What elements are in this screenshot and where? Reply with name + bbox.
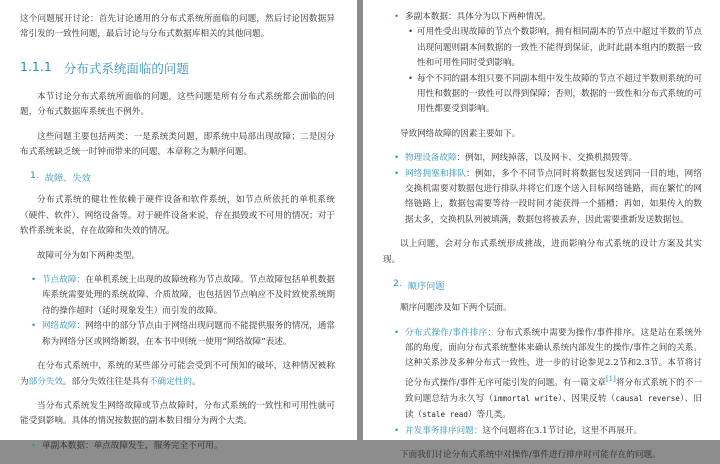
text-run: 。部分失效往往是具有 — [63, 376, 149, 387]
text-run: ）、旧读（ — [405, 393, 703, 421]
subsection-title: 顺序问题 — [407, 281, 445, 293]
subsection-number: 2. — [393, 278, 402, 290]
sub-list-item: • 每个不同的副本组只要不同副本组中发生故障的节点不超过半数则系统的可用性和数据的一致性可以得到保障；否则，数据的一致性和分布式系统的可用性都要受到影响。 — [405, 72, 702, 118]
fault-type-list — [28, 273, 335, 350]
list-item — [28, 319, 335, 350]
list-item — [28, 273, 335, 319]
list-item — [391, 10, 702, 118]
left-page — [0, 0, 357, 451]
citation-link[interactable]: [1] — [605, 374, 616, 383]
code-term: causal reverse — [615, 393, 680, 403]
text-run: 在分布式系统中，系统的某些部分可能会受到不可预知的破坏，这种情况被称为 — [20, 361, 335, 387]
term-highlight: 部分失效 — [28, 376, 63, 387]
intro-paragraph: 这个问题展开讨论：首先讨论通用的分布式系统所面临的问题，然后讨论因数据异常引发的一致性问题，最后讨论与分布式数据库相关的其他问题。 — [20, 14, 335, 40]
list-item-term: 并发事务排序问题： — [405, 425, 483, 436]
section-number: 1.1.1 — [20, 58, 52, 74]
text-run: 分布式系统中需要为操作/事件排序。这是站在系统外部的角度，面向分布式系统整体来确认系统内部发生的操作/事件之间的关系。这种关系涉及多种分布式一致性，进一步的讨论参见2.2节和2.3节。本节将讨论分布式操作/事件无序可能引发的问题。有一篇文章 — [405, 327, 702, 388]
paragraph: 分布式系统的健壮性依赖于硬件设备和软件系统，如节点所依托的单机系统（硬件、软件）、网络设备等。对于硬件设备来说，存在损毁或不可用的情况；对于软件系统来说，存在故障和失效的情况。 — [20, 195, 335, 237]
list-item-term: 节点故障： — [42, 275, 86, 286]
replica-list — [28, 439, 335, 454]
list-item — [391, 167, 702, 229]
paragraph: 导致网络故障的因素主要如下。 — [400, 128, 521, 139]
list-item-text: 网络中的部分节点由于网络出现问题而不能提供服务的情况，通常称为网络分区或网络断裂，在本书中则统一使用“网络故障”表述。 — [42, 321, 335, 347]
text-run: 将分布式系统下的不一致问题总结为永久写（ — [405, 377, 702, 404]
subsection-number: 1. — [30, 170, 39, 182]
list-item-text: ：例如，多个不同节点同时将数据包发送到同一目的地，网络交换机需要对数据包进行排队并将它们逐个送入目标网络链路，而在繁忙的网络链路上，数据包需要等待一段时间才能获得一个插槽；再如，如果传入的数据太多，交换机队列被填满，数据包将被丢弃，因此需要重新发送数据包。 — [405, 168, 702, 225]
paragraph: 以上问题，会对分布式系统形成挑战，进而影响分布式系统的设计方案及其实现。 — [383, 239, 702, 265]
paragraph: 故障可分为如下两种类型。 — [37, 250, 141, 261]
paragraph: 顺序问题涉及如下两个层面。 — [400, 303, 512, 314]
paragraph — [20, 359, 335, 390]
list-item-term: 网络故障： — [42, 321, 86, 332]
term-highlight: 不确定性的 — [148, 376, 192, 387]
subsection-heading — [30, 170, 335, 184]
list-item-text: 在单机系统上出现的故障统称为节点故障。节点故障包括单机数据库系统需要处理的系统故障、介质故障，也包括因节点响应不及时致使系统期待的操作超时（延时现象发生）而引发的故障。 — [42, 275, 335, 316]
sub-list-item: • 可用性受出现故障的节点个数影响，拥有相同副本的节点中超过半数的节点出现问题则副本间数据的一致性不能得到保证，此时此副本组内的数据一致性和可用性同时受到影响。 — [405, 25, 702, 71]
cause-list — [391, 151, 702, 228]
subsection-heading — [393, 278, 702, 292]
paragraph: 本节讨论分布式系统所面临的问题，这些问题是所有分布式系统都会面临的问题，分布式数据库系统也不例外。 — [20, 91, 335, 118]
list-item-text: ：例如，网线掉落，以及网卡、交换机损毁等。 — [456, 153, 638, 164]
list-item-term: 网络拥塞和排队 — [405, 168, 467, 179]
subsection-title: 故障、失效 — [44, 173, 91, 185]
paragraph: 下面我们讨论分布式系统中对操作/事件进行排序时可能存在的问题。 — [400, 450, 661, 461]
list-item: • 单副本数据：单点故障发生，服务完全不可用。 — [28, 439, 335, 454]
list-item — [391, 424, 702, 439]
sub-list — [405, 25, 702, 117]
list-item-text: 多副本数据：具体分为以下两种情况。 — [405, 12, 552, 22]
replica-list-continued — [391, 10, 702, 118]
list-item-term: 物理设备故障 — [405, 153, 457, 164]
code-term: stale read — [422, 410, 468, 420]
paragraph: 这些问题主要包括两类：一是系统类问题，即系统中局部出现故障；二是因分布式系统缺乏统一时钟而带来的问题，本章称之为顺序问题。 — [20, 131, 335, 158]
paragraph: 当分布式系统发生网络故障或节点故障时，分布式系统的一致性和可用性就可能受到影响。具体的情况按数据的副本数目细分为两个大类。 — [20, 400, 335, 427]
list-item-text: 这个问题将在3.1节讨论，这里不再展开。 — [482, 425, 643, 436]
text-run: ）、因果反转（ — [557, 393, 616, 404]
list-item-term: 分布式操作/事件排序： — [405, 327, 497, 338]
section-title: 分布式系统面临的问题 — [63, 60, 189, 76]
text-run: ）等几类。 — [467, 410, 511, 421]
text-run: 。 — [191, 376, 201, 387]
order-list — [391, 326, 702, 440]
list-item — [391, 326, 702, 424]
right-page — [363, 0, 720, 461]
list-item — [391, 151, 702, 166]
section-heading — [20, 59, 335, 77]
code-term: immortal write — [493, 393, 558, 403]
